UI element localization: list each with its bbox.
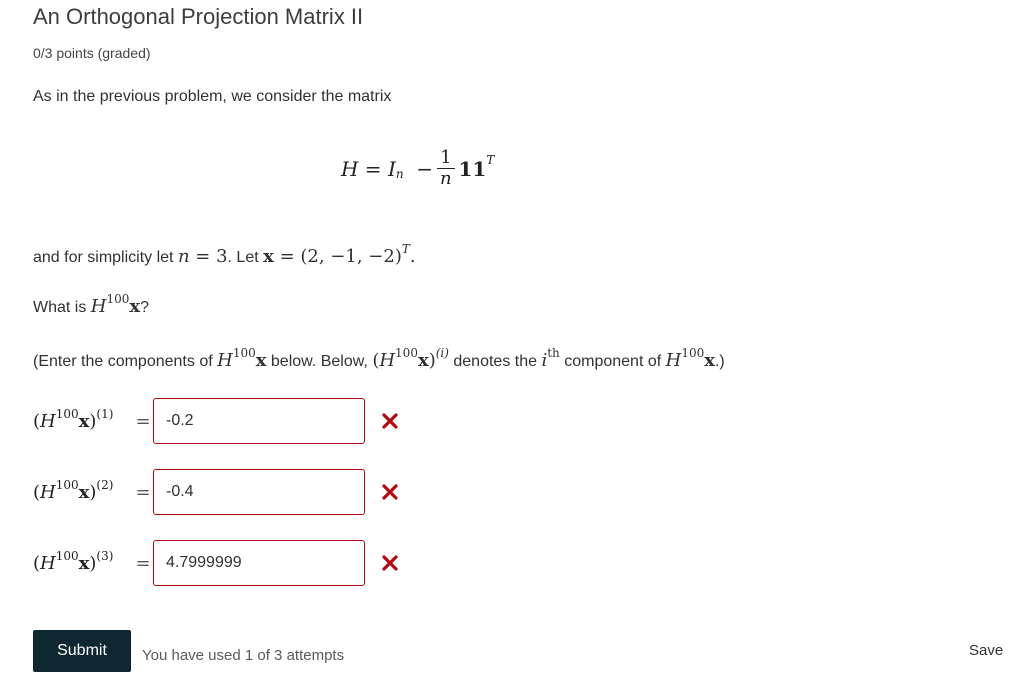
- answer-row: [33, 540, 401, 586]
- instruction-post: .): [714, 353, 725, 370]
- problem-title: An Orthogonal Projection Matrix II: [33, 4, 364, 29]
- attempts-text: You have used 1 of 3 attempts: [142, 647, 345, 664]
- answer-row: [33, 469, 401, 515]
- x-mark-icon: [379, 552, 401, 574]
- instruction-pre: (Enter the components of: [33, 353, 213, 370]
- equals-sign: =: [135, 410, 151, 432]
- x-mark-icon: [379, 481, 401, 503]
- equals-sign: =: [135, 552, 151, 574]
- equals-sign: =: [135, 481, 151, 503]
- submit-button[interactable]: Submit: [33, 630, 131, 672]
- instruction-mid2: denotes the: [453, 353, 537, 370]
- answer-input-1[interactable]: [153, 398, 365, 444]
- problem-container: [33, 0, 1013, 690]
- answer-row: [33, 398, 401, 444]
- question-post: ?: [140, 299, 150, 316]
- save-button[interactable]: Save: [963, 640, 1009, 661]
- component-index: (1): [96, 406, 114, 421]
- intro-text: As in the previous problem, we consider the matrix: [33, 88, 392, 105]
- matrix-equation: H = I $_n$ − $\frac{1}{n}$ 11 $^T$: [341, 147, 495, 189]
- component-index: (2): [96, 477, 114, 492]
- simplicity-mid: . Let: [227, 249, 259, 266]
- simplicity-pre: and for simplicity let: [33, 249, 174, 266]
- question-text: What is $H^{100}x$?: [33, 292, 150, 317]
- answer-input-3[interactable]: [153, 540, 365, 586]
- instruction-text: (Enter the components of $H^{100}x$ below. Below, $(H^{100}x)^{(i)}$ denotes the $i^{th}$ component of $H^{100}x$.): [33, 346, 725, 371]
- component-index: (3): [96, 548, 114, 563]
- question-pre: What is: [33, 299, 87, 316]
- component-label: $(H^{100}x)^{(2)}$: [33, 477, 114, 503]
- component-label: $(H^{100}x)^{(1)}$: [33, 406, 114, 432]
- component-label: $(H^{100}x)^{(3)}$: [33, 548, 114, 574]
- points-label: 0/3 points (graded): [33, 45, 151, 61]
- simplicity-text: and for simplicity let n = 3. Let x = (2, −1, −2)$^T$.: [33, 242, 416, 267]
- x-mark-icon: [379, 410, 401, 432]
- answer-input-2[interactable]: [153, 469, 365, 515]
- instruction-mid3: component of: [564, 353, 662, 370]
- instruction-mid: below. Below,: [270, 353, 368, 370]
